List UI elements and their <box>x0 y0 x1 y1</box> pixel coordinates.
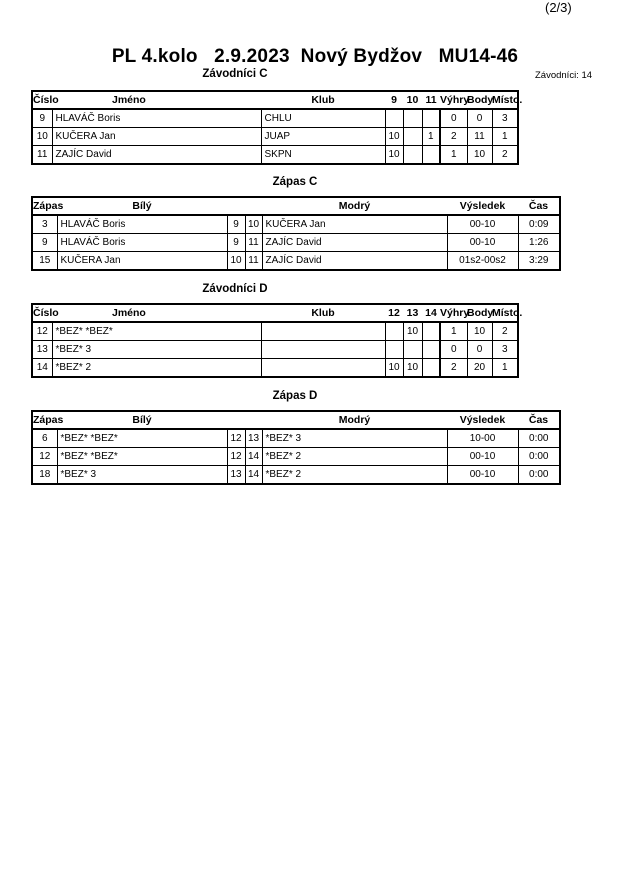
cell-time: 0:00 <box>518 466 560 485</box>
cell-name: *BEZ* 2 <box>52 359 261 378</box>
cell-blue: *BEZ* 3 <box>262 429 447 448</box>
cell-wins: 1 <box>440 146 467 165</box>
cell-time: 3:29 <box>518 252 560 271</box>
cell-round-3 <box>422 322 440 341</box>
header-round-2: 10 <box>403 91 422 109</box>
cell-round-1: 10 <box>385 128 403 146</box>
header-place: Místo. <box>492 304 518 322</box>
cell-number: 9 <box>32 109 52 128</box>
cell-blue: *BEZ* 2 <box>262 466 447 485</box>
competitor-count: Závodníci: 14 <box>535 70 593 81</box>
table-header <box>32 91 518 109</box>
cell-blue-number: 11 <box>245 234 262 252</box>
header-wins: Výhry <box>440 304 467 322</box>
header-round-1: 12 <box>385 304 403 322</box>
cell-name: HLAVÁČ Boris <box>52 109 261 128</box>
cell-place: 2 <box>492 322 518 341</box>
cell-time: 1:26 <box>518 234 560 252</box>
cell-number: 12 <box>32 322 52 341</box>
header-points: Body <box>467 91 492 109</box>
header-round-1: 9 <box>385 91 403 109</box>
cell-match: 6 <box>32 429 57 448</box>
table-header <box>32 411 560 429</box>
header-name: Jméno <box>52 304 261 322</box>
cell-match: 18 <box>32 466 57 485</box>
cell-time: 0:09 <box>518 215 560 234</box>
cell-club: CHLU <box>261 109 385 128</box>
cell-name: *BEZ* *BEZ* <box>52 322 261 341</box>
table-header <box>32 304 518 322</box>
header-result: Výsledek <box>447 197 518 215</box>
cell-name: KUČERA Jan <box>52 128 261 146</box>
matches-d-title: Zápas D <box>272 390 318 402</box>
cell-white-number: 12 <box>227 448 245 466</box>
cell-name: ZAJÍC David <box>52 146 261 165</box>
cell-points: 10 <box>467 322 492 341</box>
cell-result: 00-10 <box>447 448 518 466</box>
cell-match: 3 <box>32 215 57 234</box>
cell-points: 0 <box>467 341 492 359</box>
header-name: Jméno <box>52 91 261 109</box>
cell-white-number: 9 <box>227 234 245 252</box>
cell-round-1: 10 <box>385 146 403 165</box>
cell-time: 0:00 <box>518 448 560 466</box>
table-row <box>32 341 518 359</box>
header-round-2: 13 <box>403 304 422 322</box>
matches-d-table <box>31 410 561 485</box>
table-row <box>32 466 560 485</box>
cell-blue: *BEZ* 2 <box>262 448 447 466</box>
header-number: Číslo <box>32 91 52 109</box>
cell-round-2 <box>403 146 422 165</box>
header-club: Klub <box>261 91 385 109</box>
cell-result: 00-10 <box>447 466 518 485</box>
cell-club <box>261 359 385 378</box>
header-place: Místo. <box>492 91 518 109</box>
cell-wins: 0 <box>440 109 467 128</box>
header-round-3: 14 <box>422 304 440 322</box>
cell-round-1 <box>385 109 403 128</box>
cell-wins: 0 <box>440 341 467 359</box>
cell-round-2 <box>403 128 422 146</box>
cell-white-number: 9 <box>227 215 245 234</box>
header-result: Výsledek <box>447 411 518 429</box>
table-row <box>32 215 560 234</box>
cell-white: *BEZ* *BEZ* <box>57 429 227 448</box>
group-c-table <box>31 90 523 165</box>
cell-round-3 <box>422 146 440 165</box>
header-round-3: 11 <box>422 91 440 109</box>
matches-c-table <box>31 196 561 271</box>
table-row <box>32 234 560 252</box>
cell-blue: ZAJÍC David <box>262 252 447 271</box>
matches-c-title: Zápas C <box>272 176 318 188</box>
cell-club: SKPN <box>261 146 385 165</box>
cell-place: 3 <box>492 341 518 359</box>
header-number: Číslo <box>32 304 52 322</box>
header-blue: Modrý <box>262 411 447 429</box>
cell-place: 3 <box>492 109 518 128</box>
cell-club <box>261 322 385 341</box>
table-row <box>32 448 560 466</box>
cell-blue-number: 14 <box>245 466 262 485</box>
cell-wins: 2 <box>440 359 467 378</box>
page-number: (2/3) <box>545 0 572 15</box>
cell-round-3: 1 <box>422 128 440 146</box>
cell-round-3 <box>422 341 440 359</box>
cell-place: 1 <box>492 359 518 378</box>
table-row <box>32 429 560 448</box>
cell-points: 0 <box>467 109 492 128</box>
cell-points: 11 <box>467 128 492 146</box>
header-club: Klub <box>261 304 385 322</box>
cell-round-3 <box>422 359 440 378</box>
header-points: Body <box>467 304 492 322</box>
cell-round-2 <box>403 341 422 359</box>
cell-white-number: 13 <box>227 466 245 485</box>
header-time: Čas <box>518 411 560 429</box>
cell-result: 10-00 <box>447 429 518 448</box>
cell-blue-number: 10 <box>245 215 262 234</box>
cell-points: 20 <box>467 359 492 378</box>
group-c-title: Závodníci C <box>202 68 268 80</box>
header-white: Bílý <box>57 197 227 215</box>
cell-match: 15 <box>32 252 57 271</box>
table-row <box>32 128 518 146</box>
cell-blue: ZAJÍC David <box>262 234 447 252</box>
header-blue: Modrý <box>262 197 447 215</box>
cell-points: 10 <box>467 146 492 165</box>
cell-place: 1 <box>492 128 518 146</box>
table-header <box>32 197 560 215</box>
cell-name: *BEZ* 3 <box>52 341 261 359</box>
table-row <box>32 146 518 165</box>
cell-round-3 <box>422 109 440 128</box>
cell-place: 2 <box>492 146 518 165</box>
cell-blue-number: 11 <box>245 252 262 271</box>
cell-round-1: 10 <box>385 359 403 378</box>
cell-match: 12 <box>32 448 57 466</box>
cell-round-2: 10 <box>403 322 422 341</box>
page-title: PL 4.kolo 2.9.2023 Nový Bydžov MU14-46 <box>111 46 519 67</box>
cell-result: 00-10 <box>447 234 518 252</box>
group-d-title: Závodníci D <box>202 283 268 295</box>
cell-round-2: 10 <box>403 359 422 378</box>
cell-number: 14 <box>32 359 52 378</box>
header-wins: Výhry <box>440 91 467 109</box>
cell-round-1 <box>385 322 403 341</box>
cell-blue-number: 13 <box>245 429 262 448</box>
cell-match: 9 <box>32 234 57 252</box>
cell-white: HLAVÁČ Boris <box>57 234 227 252</box>
cell-white: KUČERA Jan <box>57 252 227 271</box>
cell-number: 11 <box>32 146 52 165</box>
cell-result: 01s2-00s2 <box>447 252 518 271</box>
cell-blue: KUČERA Jan <box>262 215 447 234</box>
cell-white-number: 12 <box>227 429 245 448</box>
cell-time: 0:00 <box>518 429 560 448</box>
table-row <box>32 252 560 271</box>
cell-number: 10 <box>32 128 52 146</box>
header-match: Zápas <box>32 411 57 429</box>
cell-club: JUAP <box>261 128 385 146</box>
cell-result: 00-10 <box>447 215 518 234</box>
cell-number: 13 <box>32 341 52 359</box>
header-time: Čas <box>518 197 560 215</box>
table-row <box>32 322 518 341</box>
cell-white: HLAVÁČ Boris <box>57 215 227 234</box>
table-row <box>32 109 518 128</box>
cell-club <box>261 341 385 359</box>
header-match: Zápas <box>32 197 57 215</box>
cell-white-number: 10 <box>227 252 245 271</box>
header-white: Bílý <box>57 411 227 429</box>
cell-round-2 <box>403 109 422 128</box>
cell-wins: 1 <box>440 322 467 341</box>
cell-round-1 <box>385 341 403 359</box>
cell-white: *BEZ* *BEZ* <box>57 448 227 466</box>
cell-blue-number: 14 <box>245 448 262 466</box>
group-d-table <box>31 303 523 378</box>
cell-wins: 2 <box>440 128 467 146</box>
cell-white: *BEZ* 3 <box>57 466 227 485</box>
table-row <box>32 359 518 378</box>
